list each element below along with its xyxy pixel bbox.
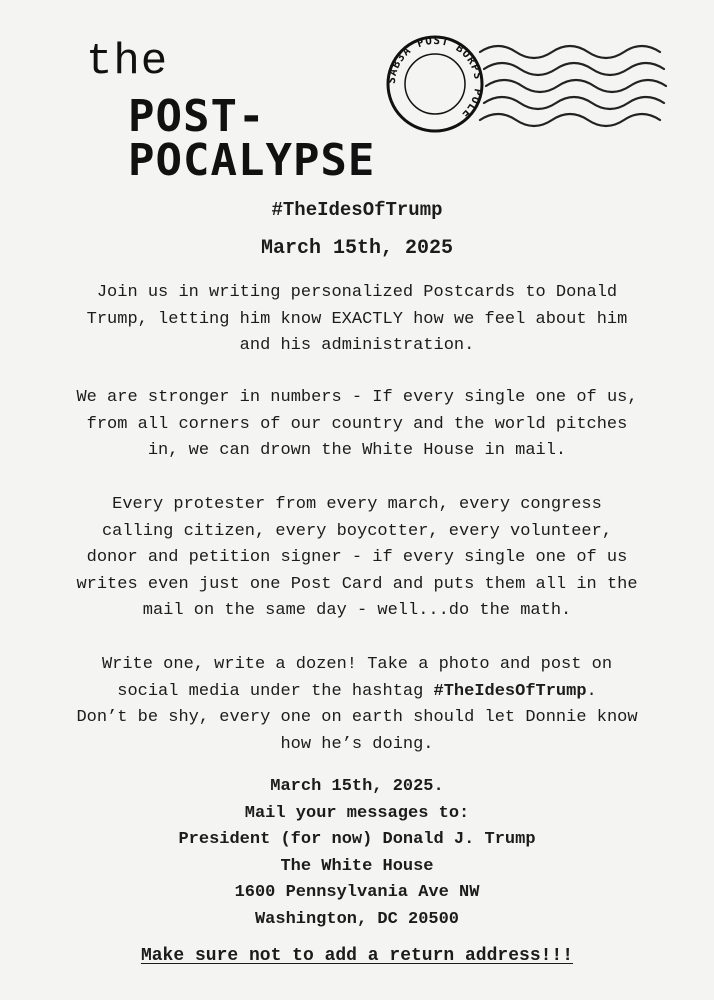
hashtag-heading: #TheIdesOfTrump	[271, 199, 443, 221]
paragraph-write-one	[20, 652, 694, 758]
hashtag-inline: #TheIdesOfTrump	[433, 681, 587, 701]
text-line: and his administration.	[239, 336, 475, 355]
event-date: March 15th, 2025	[260, 237, 454, 260]
stamp-ring-text: SAB3A POST BORPS POLE	[384, 33, 486, 122]
paragraph-invitation	[20, 280, 694, 360]
paragraph-protesters	[20, 492, 694, 625]
mail-date: March 15th, 2025.	[270, 777, 444, 796]
postmark-stamp-icon	[380, 24, 700, 144]
text-line: mail on the same day - well...do the math.	[142, 601, 572, 620]
address-city: Washington, DC 20500	[254, 909, 460, 929]
text-line: Don’t be shy, every one on earth should let Donnie know	[76, 708, 638, 727]
text-line: Trump, letting him know EXACTLY how we feel about him	[86, 309, 628, 329]
mailing-address-block	[0, 774, 714, 933]
text-fragment: social media under the hashtag	[117, 681, 434, 701]
text-line: We are stronger in numbers - If every single one of us,	[76, 388, 638, 407]
text-line	[20, 679, 694, 706]
address-building: The White House	[280, 856, 434, 876]
text-line: calling citizen, every boycotter, every volunteer,	[101, 521, 613, 541]
paragraph-numbers	[20, 385, 694, 465]
text-line: writes even just one Post Card and puts them all in the	[76, 574, 638, 594]
logo-the: the	[86, 37, 169, 87]
address-street: 1600 Pennsylvania Ave NW	[234, 883, 480, 902]
text-line: Join us in writing personalized Postcards to Donald	[96, 283, 618, 302]
svg-text:SAB3A POST BORPS POLE	[385, 34, 485, 122]
text-fragment: .	[586, 681, 597, 701]
text-line: how he’s doing.	[280, 734, 434, 754]
text-line: donor and petition signer - if every single one of us	[86, 548, 628, 567]
return-address-warning: Make sure not to add a return address!!!	[140, 946, 574, 966]
logo-post: POST-	[128, 91, 266, 142]
address-recipient: President (for now) Donald J. Trump	[178, 830, 536, 849]
mail-instruction: Mail your messages to:	[244, 803, 470, 823]
text-line: Write one, write a dozen! Take a photo and post on	[101, 655, 613, 674]
text-line: from all corners of our country and the world pitches	[86, 414, 628, 434]
text-line: in, we can drown the White House in mail.	[147, 441, 567, 460]
text-line: Every protester from every march, every congress	[112, 495, 602, 514]
logo-pocalypse: POCALYPSE	[128, 135, 376, 186]
